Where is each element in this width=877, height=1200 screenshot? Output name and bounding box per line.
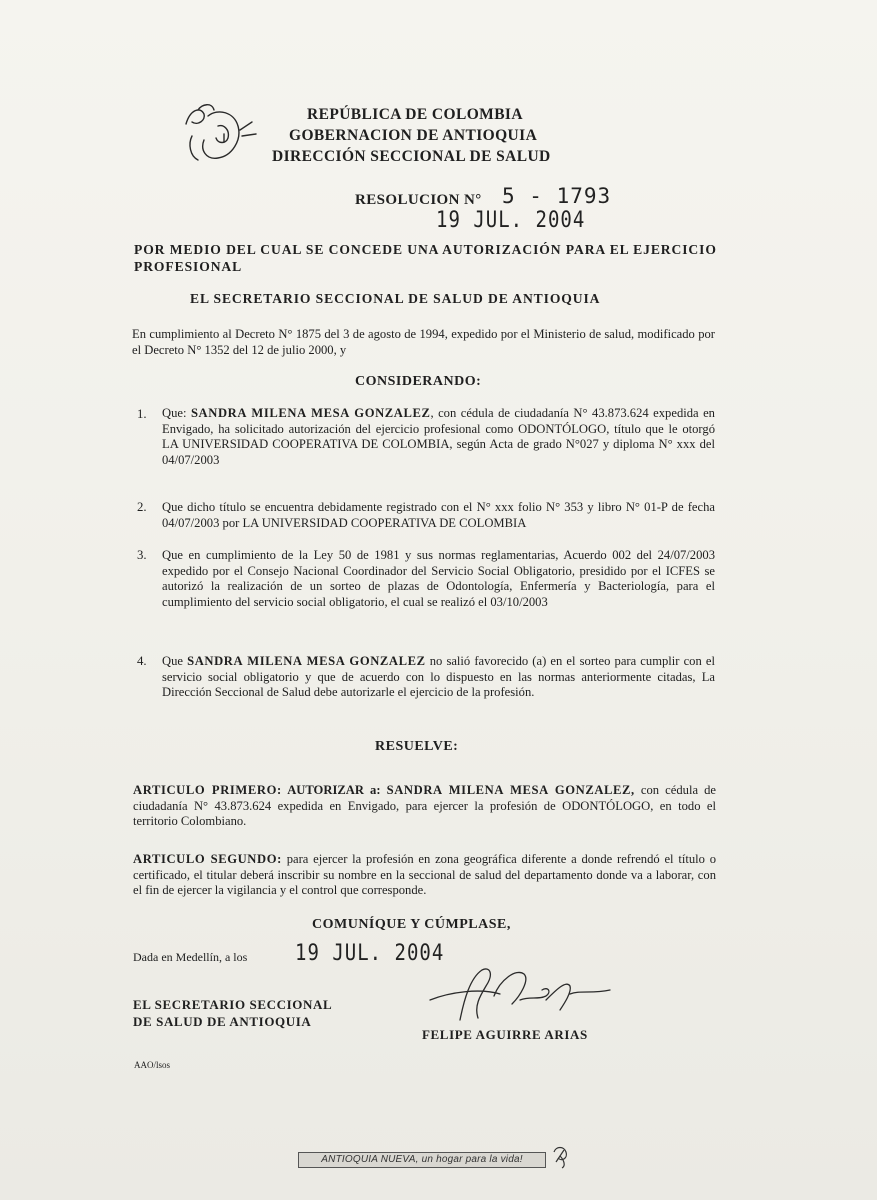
- signature-title-line1: EL SECRETARIO SECCIONAL: [133, 997, 333, 1012]
- dated-label: Dada en Medellín, a los: [133, 950, 248, 964]
- considerando-item: [162, 548, 715, 610]
- articulo-lead: AUTORIZAR a:: [281, 783, 387, 797]
- resolution-label: RESOLUCION N°: [355, 192, 482, 208]
- authority-title: EL SECRETARIO SECCIONAL DE SALUD DE ANTIOQUIA: [190, 291, 601, 306]
- considerando-item: [162, 500, 715, 531]
- person-name: SANDRA MILENA MESA GONZALEZ: [187, 654, 426, 668]
- header-gobernacion: GOBERNACION DE ANTIOQUIA: [289, 127, 538, 144]
- articulo-primero: [133, 783, 716, 830]
- resolution-number: 5 - 1793: [502, 184, 612, 208]
- item-text: Que dicho título se encuentra debidamente registrado con el N° xxx folio N° 353 y libro N° 01-P de fecha 04/07/2003 por LA UNIVERSIDAD COOPERATIVA DE COLOMBIA: [162, 500, 715, 530]
- item-text: Que en cumplimiento de la Ley 50 de 1981 y sus normas reglamentarias, Acuerdo 002 del 24/07/2003 expedido por el Consejo Nacional Coordinador del Servicio Social Obligatorio, presidido por el ICFES se autorizó la realización de un sorteo de plazas de Odontología, Enfermería y Bacteriología, para el cumplimiento del servicio social obligatorio, el cual se realizó el 03/10/2003: [162, 548, 715, 609]
- articulo-segundo: [133, 852, 716, 899]
- item-number: 1.: [137, 407, 147, 421]
- resolution-subject: POR MEDIO DEL CUAL SE CONCEDE UNA AUTORIZACIÓN PARA EL EJERCICIO PROFESIONAL: [134, 242, 717, 274]
- preamble: En cumplimiento al Decreto N° 1875 del 3 de agosto de 1994, expedido por el Ministerio de salud, modificado por el Decreto N° 1352 del 12 de julio 2000, y: [132, 327, 715, 357]
- handwritten-signature: [420, 960, 620, 1030]
- item-text: no salió favorecido (a) en el sorteo para cumplir con el servicio social obligatorio y que de acuerdo con lo dispuesto en las normas anteriormente citadas, La Dirección Seccional de Salud debe autorizarle el ejercicio de la profesión.: [162, 654, 715, 700]
- considerando-item: [162, 406, 715, 468]
- articulo-label: ARTICULO PRIMERO:: [133, 783, 282, 797]
- item-number: 4.: [137, 654, 147, 668]
- person-name: SANDRA MILENA MESA GONZALEZ,: [386, 783, 635, 797]
- item-number: 3.: [137, 548, 147, 562]
- signature-title-line2: DE SALUD DE ANTIOQUIA: [133, 1014, 312, 1029]
- considerando-title: CONSIDERANDO:: [355, 374, 482, 389]
- person-name: SANDRA MILENA MESA GONZALEZ: [190, 406, 431, 420]
- considerando-item: [162, 654, 715, 701]
- item-lead: Que:: [162, 406, 191, 420]
- resuelve-title: RESUELVE:: [375, 739, 459, 754]
- item-lead: Que: [162, 654, 188, 668]
- signer-name: FELIPE AGUIRRE ARIAS: [422, 1027, 588, 1042]
- header-direccion: DIRECCIÓN SECCIONAL DE SALUD: [272, 148, 551, 165]
- articulo-text: para ejercer la profesión en zona geográfica diferente a donde refrendó el título o certificado, el titular deberá inscribir su nombre en la seccional de salud del departamento donde va a laborar, con el fin de ejercer la vigilancia y el control que corresponde.: [133, 852, 717, 898]
- footer-slogan: ANTIOQUIA NUEVA, un hogar para la vida!: [298, 1152, 546, 1168]
- initials: AAO/lsos: [134, 1060, 171, 1070]
- footer-logo-icon: [550, 1144, 572, 1170]
- header-republic: REPÚBLICA DE COLOMBIA: [307, 106, 523, 123]
- articulo-text: con cédula de ciudadanía N° 43.873.624 expedida en Envigado, para ejercer la profesión de ODONTÓLOGO, en todo el territorio Colombiano.: [133, 783, 717, 829]
- dated-stamp: 19 JUL. 2004: [295, 940, 445, 966]
- item-text: , con cédula de ciudadanía N° 43.873.624 expedida en Envigado, ha solicitado autorización del ejercicio profesional como ODONTÓLOGO, título que le otorgó LA UNIVERSIDAD COOPERATIVA DE COLOMBIA, según Acta de grado N°027 y diploma N° xxx del 04/07/2003: [162, 406, 715, 467]
- closing-phrase: COMUNÍQUE Y CÚMPLASE,: [312, 917, 511, 932]
- resolution-date-stamp: 19 JUL. 2004: [436, 207, 586, 233]
- articulo-label: ARTICULO SEGUNDO:: [133, 852, 282, 866]
- antioquia-logo-icon: [178, 100, 260, 172]
- item-number: 2.: [137, 500, 147, 514]
